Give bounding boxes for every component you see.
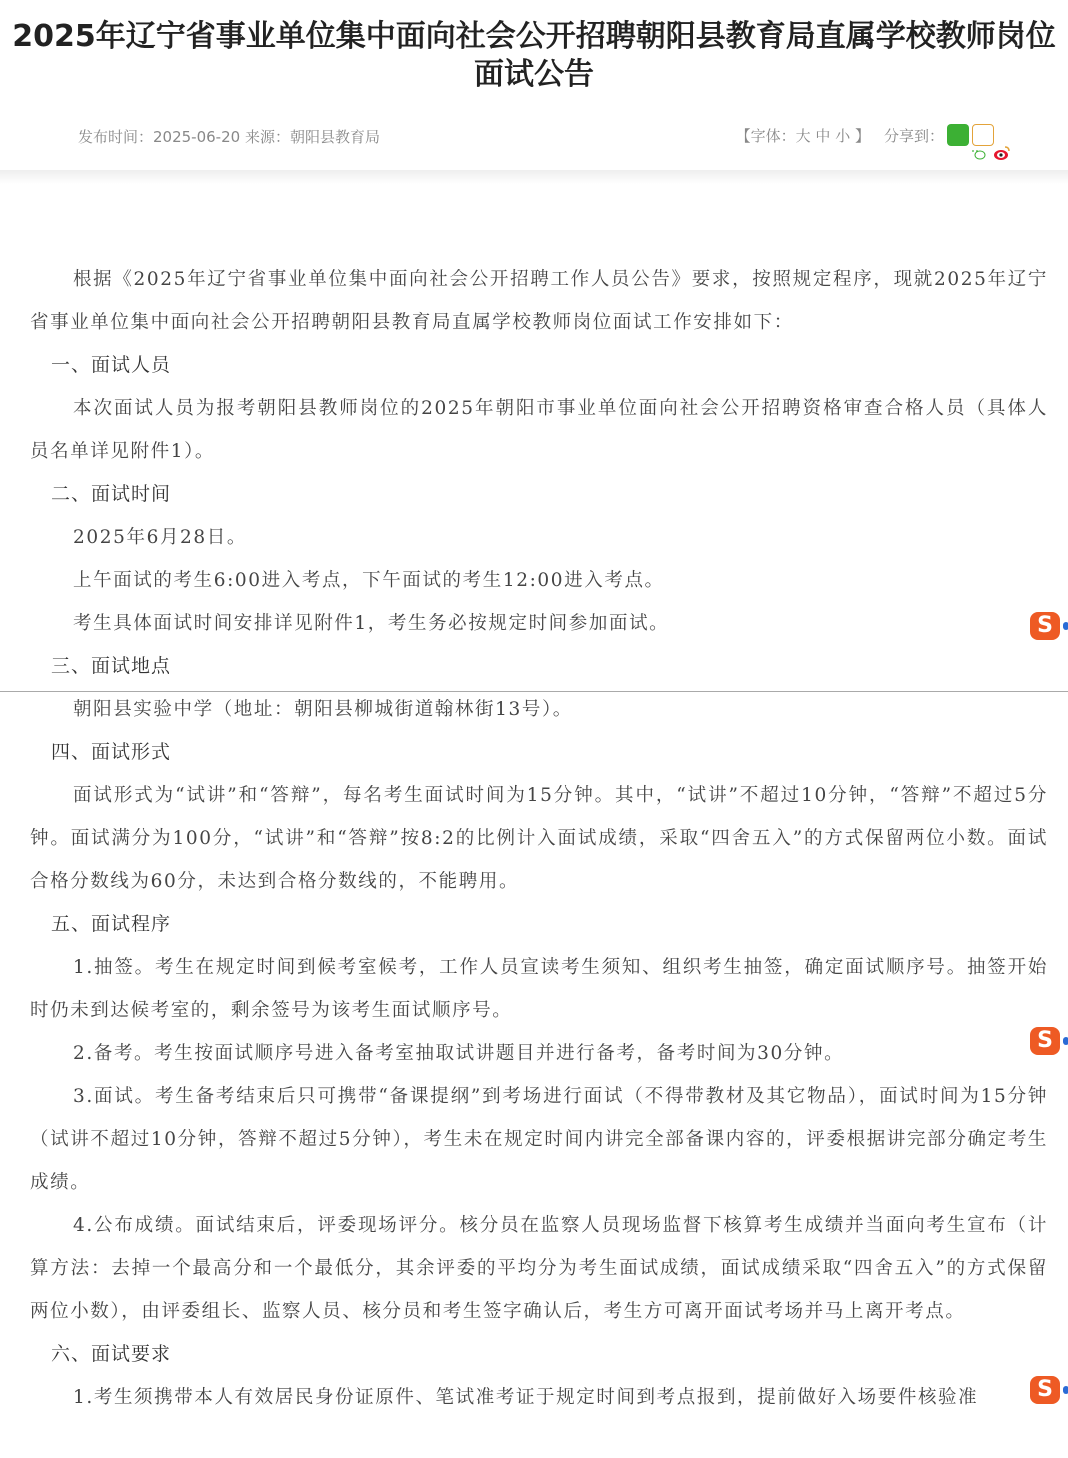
- sogou-dot-icon: [1063, 1386, 1068, 1394]
- sogou-ime-icon[interactable]: [1030, 612, 1068, 642]
- paragraph: 2.备考。考生按面试顺序号进入备考室抽取试讲题目并进行备考，备考时间为30分钟。: [73, 1043, 845, 1064]
- paragraph: 朝阳县实验中学（地址：朝阳县柳城街道翰林街13号）。: [73, 699, 573, 720]
- paragraph: 1.抽签。考生在规定时间到候考室候考，工作人员宣读考生须知、组织考生抽签，确定面试顺序号。抽签开始时仍未到达候考室的，剩余签号为该考生面试顺序号。: [30, 957, 1048, 1021]
- font-medium-button[interactable]: 中: [815, 126, 831, 145]
- section-heading-requirements: 六、面试要求: [51, 1343, 172, 1365]
- font-size-close: 】: [850, 126, 870, 145]
- font-size-label: 【字体：: [735, 126, 796, 145]
- sogou-letter: S: [1030, 612, 1060, 640]
- paragraph: 1.考生须携带本人有效居民身份证原件、笔试准考证于规定时间到考点报到，提前做好入场要件核验准: [73, 1387, 979, 1408]
- paragraph: 本次面试人员为报考朝阳县教师岗位的2025年朝阳市事业单位面向社会公开招聘资格审查合格人员（具体人员名单详见附件1）。: [30, 398, 1048, 462]
- horizontal-rule: [0, 691, 1068, 692]
- font-small-button[interactable]: 小: [835, 126, 851, 145]
- sogou-ime-icon[interactable]: [1030, 1027, 1068, 1057]
- page-title: 2025年辽宁省事业单位集中面向社会公开招聘朝阳县教育局直属学校教师岗位面试公告: [12, 19, 1056, 92]
- sogou-ime-icon[interactable]: [1030, 1376, 1068, 1406]
- paragraph: 上午面试的考生6:00进入考点，下午面试的考生12:00进入考点。: [73, 570, 665, 591]
- wechat-share-icon[interactable]: [947, 124, 969, 146]
- paragraph: 考生具体面试时间安排详见附件1，考生务必按规定时间参加面试。: [73, 613, 670, 634]
- sogou-letter: S: [1030, 1376, 1060, 1404]
- paragraph: 4.公布成绩。面试结束后，评委现场评分。核分员在监察人员现场监督下核算考生成绩并当面向考生宣布（计算方法：去掉一个最高分和一个最低分，其余评委的平均分为考生面试成绩，面试成绩采取“四舍五入”的方式保留两位小数），由评委组长、监察人员、核分员和考生签字确认后，考生方可离开面试考场并马上离开考点。: [30, 1215, 1048, 1322]
- section-heading-time: 二、面试时间: [51, 483, 172, 505]
- share-label: 分享到：: [883, 126, 944, 145]
- section-heading-procedure: 五、面试程序: [51, 913, 172, 935]
- section-heading-location: 三、面试地点: [51, 655, 172, 677]
- article-tools: [736, 124, 994, 146]
- sogou-dot-icon: [1063, 1037, 1068, 1045]
- paragraph: 3.面试。考生备考结束后只可携带“备课提纲”到考场进行面试（不得带教材及其它物品），面试时间为15分钟（试讲不超过10分钟，答辩不超过5分钟），考生未在规定时间内讲完全部备课内容的，评委根据讲完部分确定考生成绩。: [30, 1086, 1048, 1193]
- font-large-button[interactable]: 大: [795, 126, 811, 145]
- section-heading-format: 四、面试形式: [51, 741, 172, 763]
- intro-paragraph: 根据《2025年辽宁省事业单位集中面向社会公开招聘工作人员公告》要求，按照规定程序，现就2025年辽宁省事业单位集中面向社会公开招聘朝阳县教育局直属学校教师岗位面试工作安排如下：: [30, 269, 1048, 333]
- sogou-dot-icon: [1063, 622, 1068, 630]
- article-body: [30, 258, 1048, 1419]
- paragraph: 2025年6月28日。: [73, 527, 247, 548]
- header-divider: [0, 170, 1068, 184]
- publish-info: 发布时间：2025-06-20 来源：朝阳县教育局: [78, 128, 380, 146]
- paragraph: 面试形式为“试讲”和“答辩”，每名考生面试时间为15分钟。其中，“试讲”不超过10分钟，“答辩”不超过5分钟。面试满分为100分，“试讲”和“答辩”按8:2的比例计入面试成绩，采取“四舍五入”的方式保留两位小数。面试合格分数线为60分，未达到合格分数线的，不能聘用。: [30, 785, 1048, 892]
- section-heading-personnel: 一、面试人员: [51, 354, 172, 376]
- sogou-letter: S: [1030, 1027, 1060, 1055]
- weibo-share-icon[interactable]: [972, 124, 994, 146]
